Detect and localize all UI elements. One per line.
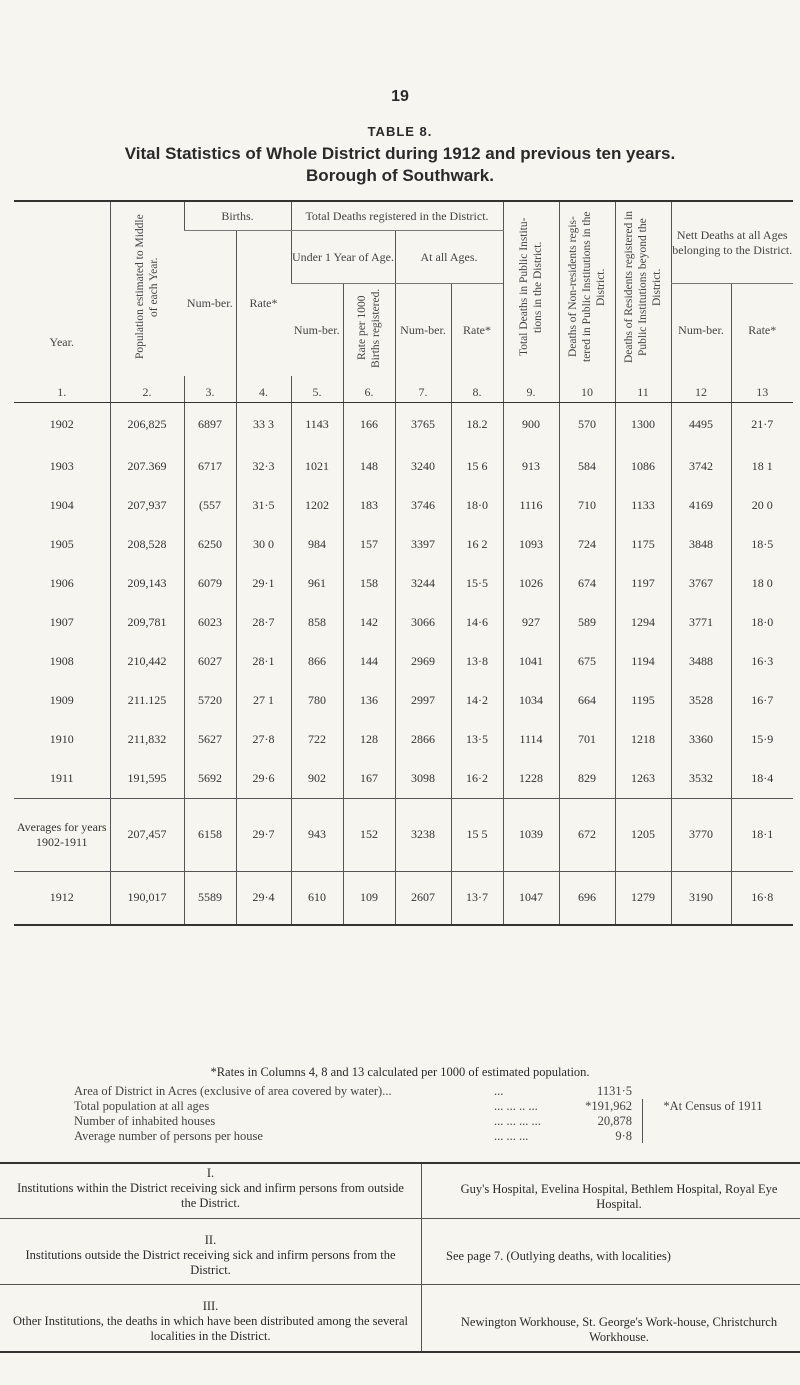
table-cell: 136: [343, 681, 395, 720]
institution-category: [0, 1285, 422, 1353]
table-cell: 207.369: [110, 447, 184, 486]
table-cell: 18 1: [731, 447, 793, 486]
table-cell: 3098: [395, 759, 451, 799]
table-cell: 961: [291, 564, 343, 603]
table-cell: 32·3: [236, 447, 291, 486]
header-total-deaths: Total Deaths registered in the District.: [291, 201, 503, 231]
table-cell: 3746: [395, 486, 451, 525]
table-cell: 3244: [395, 564, 451, 603]
table-cell: 207,937: [110, 486, 184, 525]
institution-category: [0, 1163, 422, 1219]
population-label: Total population at all ages: [74, 1099, 210, 1113]
table-cell: 1279: [615, 871, 671, 925]
table-cell: 18·0: [731, 603, 793, 642]
table-row: [14, 603, 793, 642]
area-label: Area of District in Acres (exclusive of area covered by water)...: [74, 1084, 392, 1098]
table-cell: 1205: [615, 798, 671, 871]
table-cell: 1034: [503, 681, 559, 720]
institution-number: III.: [202, 1299, 219, 1313]
table-cell: 1904: [49, 497, 74, 512]
table-cell: 664: [559, 681, 615, 720]
table-cell: 28·1: [236, 642, 291, 681]
header-public-institutions: Total Deaths in Public Institu-tions in the District.: [503, 201, 559, 376]
table-cell: 1194: [615, 642, 671, 681]
leader-dots: ... ... ...: [494, 1129, 529, 1143]
table-row: [14, 525, 793, 564]
table-cell: 30 0: [236, 525, 291, 564]
census-note: *At Census of 1911: [642, 1099, 773, 1143]
table-cell: 4495: [671, 403, 731, 447]
leader-dots: ... ... .. ...: [494, 1099, 538, 1113]
table-cell: 6023: [184, 603, 236, 642]
institution-category: [0, 1219, 422, 1285]
table-cell: 20 0: [731, 486, 793, 525]
table-cell: 27 1: [236, 681, 291, 720]
table-cell: 900: [503, 403, 559, 447]
table-cell: 696: [559, 871, 615, 925]
table-cell: 584: [559, 447, 615, 486]
table-cell: 1905: [49, 536, 74, 551]
vital-statistics-table: [14, 200, 793, 926]
table-cell: 157: [343, 525, 395, 564]
table-cell: 866: [291, 642, 343, 681]
table-cell: 858: [291, 603, 343, 642]
institution-row: [0, 1285, 800, 1353]
table-cell: 166: [343, 403, 395, 447]
table-cell: 190,017: [110, 871, 184, 925]
table-cell: 5692: [184, 759, 236, 799]
column-number: 10: [559, 376, 615, 403]
table-cell: 902: [291, 759, 343, 799]
table-cell: 6158: [184, 798, 236, 871]
table-cell: 15 6: [451, 447, 503, 486]
header-all-ages: At all Ages.: [395, 231, 503, 284]
table-cell: 6717: [184, 447, 236, 486]
table-cell: 1093: [503, 525, 559, 564]
table-cell: 13·5: [451, 720, 503, 759]
table-cell: 29·4: [236, 871, 291, 925]
table-cell: 2866: [395, 720, 451, 759]
page-number: 19: [391, 88, 409, 105]
table-cell: 2997: [395, 681, 451, 720]
table-cell: 589: [559, 603, 615, 642]
table-cell: 208,528: [110, 525, 184, 564]
column-number: 4.: [236, 376, 291, 403]
header-births-number: Num-ber.: [186, 296, 233, 310]
table-cell: 18.2: [451, 403, 503, 447]
column-number: 8.: [451, 376, 503, 403]
institution-number: I.: [206, 1166, 215, 1180]
population-value: *191,962: [585, 1099, 632, 1113]
column-number: 11: [615, 376, 671, 403]
table-cell: 1294: [615, 603, 671, 642]
table-cell: 984: [291, 525, 343, 564]
table-cell: 780: [291, 681, 343, 720]
table-cell: 1026: [503, 564, 559, 603]
table-cell: 1902: [49, 417, 74, 432]
table-cell: 13·8: [451, 642, 503, 681]
table-cell: 1195: [615, 681, 671, 720]
table-cell: 1116: [503, 486, 559, 525]
table-row: [14, 759, 793, 799]
table-cell: 1228: [503, 759, 559, 799]
table-cell: 913: [503, 447, 559, 486]
table-cell: 6897: [184, 403, 236, 447]
table-cell: 3848: [671, 525, 731, 564]
table-cell: 1047: [503, 871, 559, 925]
table-cell: 18·4: [731, 759, 793, 799]
institution-names: Guy's Hospital, Evelina Hospital, Bethlem Hospital, Royal Eye Hospital.: [422, 1163, 800, 1219]
header-residents-beyond: Deaths of Residents registered in Public Institutions beyond the District.: [615, 201, 671, 376]
table-cell: 29·7: [236, 798, 291, 871]
table-row: [14, 564, 793, 603]
table-cell: 675: [559, 642, 615, 681]
table-cell: 144: [343, 642, 395, 681]
header-nett-rate: Rate*: [731, 284, 793, 377]
table-cell: 3742: [671, 447, 731, 486]
header-year: Year.: [14, 201, 110, 376]
column-number: 13: [731, 376, 793, 403]
averages-row: [14, 798, 793, 871]
table-cell: 128: [343, 720, 395, 759]
table-cell: 18·1: [731, 798, 793, 871]
table-label: TABLE 8.: [367, 124, 433, 139]
institution-description: Other Institutions, the deaths in which have been distributed among the several localities in the District.: [12, 1314, 409, 1343]
table-cell: 672: [559, 798, 615, 871]
table-cell: 18·0: [451, 486, 503, 525]
table-cell: 29·6: [236, 759, 291, 799]
table-cell: 207,457: [110, 798, 184, 871]
table-cell: 570: [559, 403, 615, 447]
table-cell: 142: [343, 603, 395, 642]
table-cell: 209,781: [110, 603, 184, 642]
census-area-row: [74, 1084, 774, 1099]
table-cell: 16·8: [731, 871, 793, 925]
table-cell: 206,825: [110, 403, 184, 447]
column-number: 5.: [291, 376, 343, 403]
table-cell: 927: [503, 603, 559, 642]
table-cell: 14·2: [451, 681, 503, 720]
table-cell: 27·8: [236, 720, 291, 759]
header-births-rate: Rate*: [236, 231, 291, 377]
table-cell: 13·7: [451, 871, 503, 925]
institution-row: [0, 1219, 800, 1285]
table-cell: 3770: [671, 798, 731, 871]
table-body: [14, 403, 793, 925]
header-births: Births.: [184, 201, 291, 231]
table-cell: (557: [184, 486, 236, 525]
table-cell: 701: [559, 720, 615, 759]
table-cell: 158: [343, 564, 395, 603]
table-cell: 1133: [615, 486, 671, 525]
table-cell: 1906: [49, 575, 74, 590]
column-number: 12: [671, 376, 731, 403]
table-cell: 183: [343, 486, 395, 525]
column-number: 3.: [184, 376, 236, 403]
table-cell: 167: [343, 759, 395, 799]
table-cell: 6079: [184, 564, 236, 603]
table-cell: 16·3: [731, 642, 793, 681]
table-cell: 1039: [503, 798, 559, 871]
table-cell: 209,143: [110, 564, 184, 603]
table-cell: 829: [559, 759, 615, 799]
census-summary: [74, 1084, 774, 1144]
table-cell: 722: [291, 720, 343, 759]
table-cell: 1300: [615, 403, 671, 447]
column-number: 2.: [110, 376, 184, 403]
table-cell: 1911: [49, 770, 74, 785]
table-cell: 1903: [49, 458, 74, 473]
table-cell: 3238: [395, 798, 451, 871]
table-cell: 1021: [291, 447, 343, 486]
table-cell: 14·6: [451, 603, 503, 642]
institution-description: Institutions within the District receiving sick and infirm persons from outside the District.: [17, 1181, 404, 1210]
table-cell: 710: [559, 486, 615, 525]
persons-value: 9·8: [615, 1129, 632, 1143]
table-cell: 1041: [503, 642, 559, 681]
table-cell: 1086: [615, 447, 671, 486]
table-cell: 29·1: [236, 564, 291, 603]
table-row: [14, 486, 793, 525]
header-all-ages-number: Num-ber.: [395, 284, 451, 377]
persons-label: Average number of persons per house: [74, 1129, 263, 1143]
column-number: 9.: [503, 376, 559, 403]
leader-dots: ...: [494, 1084, 504, 1098]
column-number: 6.: [343, 376, 395, 403]
table-cell: 1197: [615, 564, 671, 603]
table-cell: 28·7: [236, 603, 291, 642]
header-population: Population estimated to Middle of each Year.: [110, 201, 184, 376]
table-row: [14, 642, 793, 681]
table-cell: 1175: [615, 525, 671, 564]
table-cell: 4169: [671, 486, 731, 525]
table-cell: 3240: [395, 447, 451, 486]
header-nett-deaths: Nett Deaths at all Ages belonging to the District.: [671, 201, 793, 284]
table-cell: 16·2: [451, 759, 503, 799]
table-cell: 5720: [184, 681, 236, 720]
table-row: [14, 403, 793, 447]
table-row: [14, 681, 793, 720]
page-subtitle: Borough of Southwark.: [306, 166, 494, 185]
table-cell: 3397: [395, 525, 451, 564]
institution-row: [0, 1163, 800, 1219]
table-cell: 210,442: [110, 642, 184, 681]
table-cell: 16·7: [731, 681, 793, 720]
table-cell: 211.125: [110, 681, 184, 720]
column-number: 1.: [14, 376, 110, 403]
table-cell: 3360: [671, 720, 731, 759]
table-cell: 15·5: [451, 564, 503, 603]
table-cell: 3190: [671, 871, 731, 925]
table-cell: 1909: [49, 692, 74, 707]
institution-names: Newington Workhouse, St. George's Work-house, Christchurch Workhouse.: [422, 1285, 800, 1353]
table-cell: 3765: [395, 403, 451, 447]
table-cell: 1910: [49, 731, 74, 746]
table-cell: 16 2: [451, 525, 503, 564]
table-cell: 6250: [184, 525, 236, 564]
table-cell: 3528: [671, 681, 731, 720]
table-cell: 1114: [503, 720, 559, 759]
page-title: Vital Statistics of Whole District during 1912 and previous ten years.: [124, 144, 676, 163]
table-cell: 943: [291, 798, 343, 871]
header-under-1-number: Num-ber.: [293, 322, 340, 337]
area-value: 1131·5: [597, 1084, 632, 1098]
header-under-1: Under 1 Year of Age.: [291, 231, 395, 284]
table-cell: 15 5: [451, 798, 503, 871]
table-row: [14, 447, 793, 486]
table-cell: 148: [343, 447, 395, 486]
table-cell: 3066: [395, 603, 451, 642]
table-cell: 5627: [184, 720, 236, 759]
table-cell: 33 3: [236, 403, 291, 447]
table-cell: 18 0: [731, 564, 793, 603]
table-cell: 1202: [291, 486, 343, 525]
table-cell: 21·7: [731, 403, 793, 447]
houses-value: 20,878: [597, 1114, 632, 1128]
table-cell: 5589: [184, 871, 236, 925]
table-cell: Averages for years 1902-1911: [14, 798, 110, 871]
institutions-table: [0, 1162, 800, 1353]
table-cell: 3488: [671, 642, 731, 681]
table-cell: 152: [343, 798, 395, 871]
table-cell: 191,595: [110, 759, 184, 799]
table-cell: 1143: [291, 403, 343, 447]
table-cell: 724: [559, 525, 615, 564]
table-cell: 211,832: [110, 720, 184, 759]
institution-number: II.: [204, 1233, 217, 1247]
institution-names: See page 7. (Outlying deaths, with localities): [422, 1219, 800, 1285]
table-cell: 674: [559, 564, 615, 603]
table-cell: 1912: [14, 871, 110, 925]
table-cell: 6027: [184, 642, 236, 681]
table-cell: 15·9: [731, 720, 793, 759]
table-cell: 2607: [395, 871, 451, 925]
table-cell: 1907: [49, 614, 74, 629]
table-cell: 1263: [615, 759, 671, 799]
header-nett-number: Num-ber.: [671, 284, 731, 377]
current-year-row: [14, 871, 793, 925]
header-all-ages-rate: Rate*: [451, 284, 503, 377]
table-cell: 2969: [395, 642, 451, 681]
header-under-1-rate: Rate per 1000 Births registered.: [343, 284, 395, 377]
column-number: 7.: [395, 376, 451, 403]
table-cell: 1908: [49, 653, 74, 668]
leader-dots: ... ... ... ...: [494, 1114, 541, 1128]
table-cell: 3532: [671, 759, 731, 799]
column-numbers-row: [14, 376, 793, 403]
table-cell: 109: [343, 871, 395, 925]
institution-description: Institutions outside the District receiving sick and infirm persons from the District.: [25, 1248, 396, 1277]
table-cell: 1218: [615, 720, 671, 759]
table-row: [14, 720, 793, 759]
table-cell: 18·5: [731, 525, 793, 564]
table-cell: 610: [291, 871, 343, 925]
header-non-residents: Deaths of Non-residents regis-tered in Public Institutions in the District.: [559, 201, 615, 376]
footnote: *Rates in Columns 4, 8 and 13 calculated per 1000 of estimated population.: [210, 1065, 590, 1079]
houses-label: Number of inhabited houses: [74, 1114, 216, 1128]
table-cell: 31·5: [236, 486, 291, 525]
table-cell: 3767: [671, 564, 731, 603]
table-cell: 3771: [671, 603, 731, 642]
